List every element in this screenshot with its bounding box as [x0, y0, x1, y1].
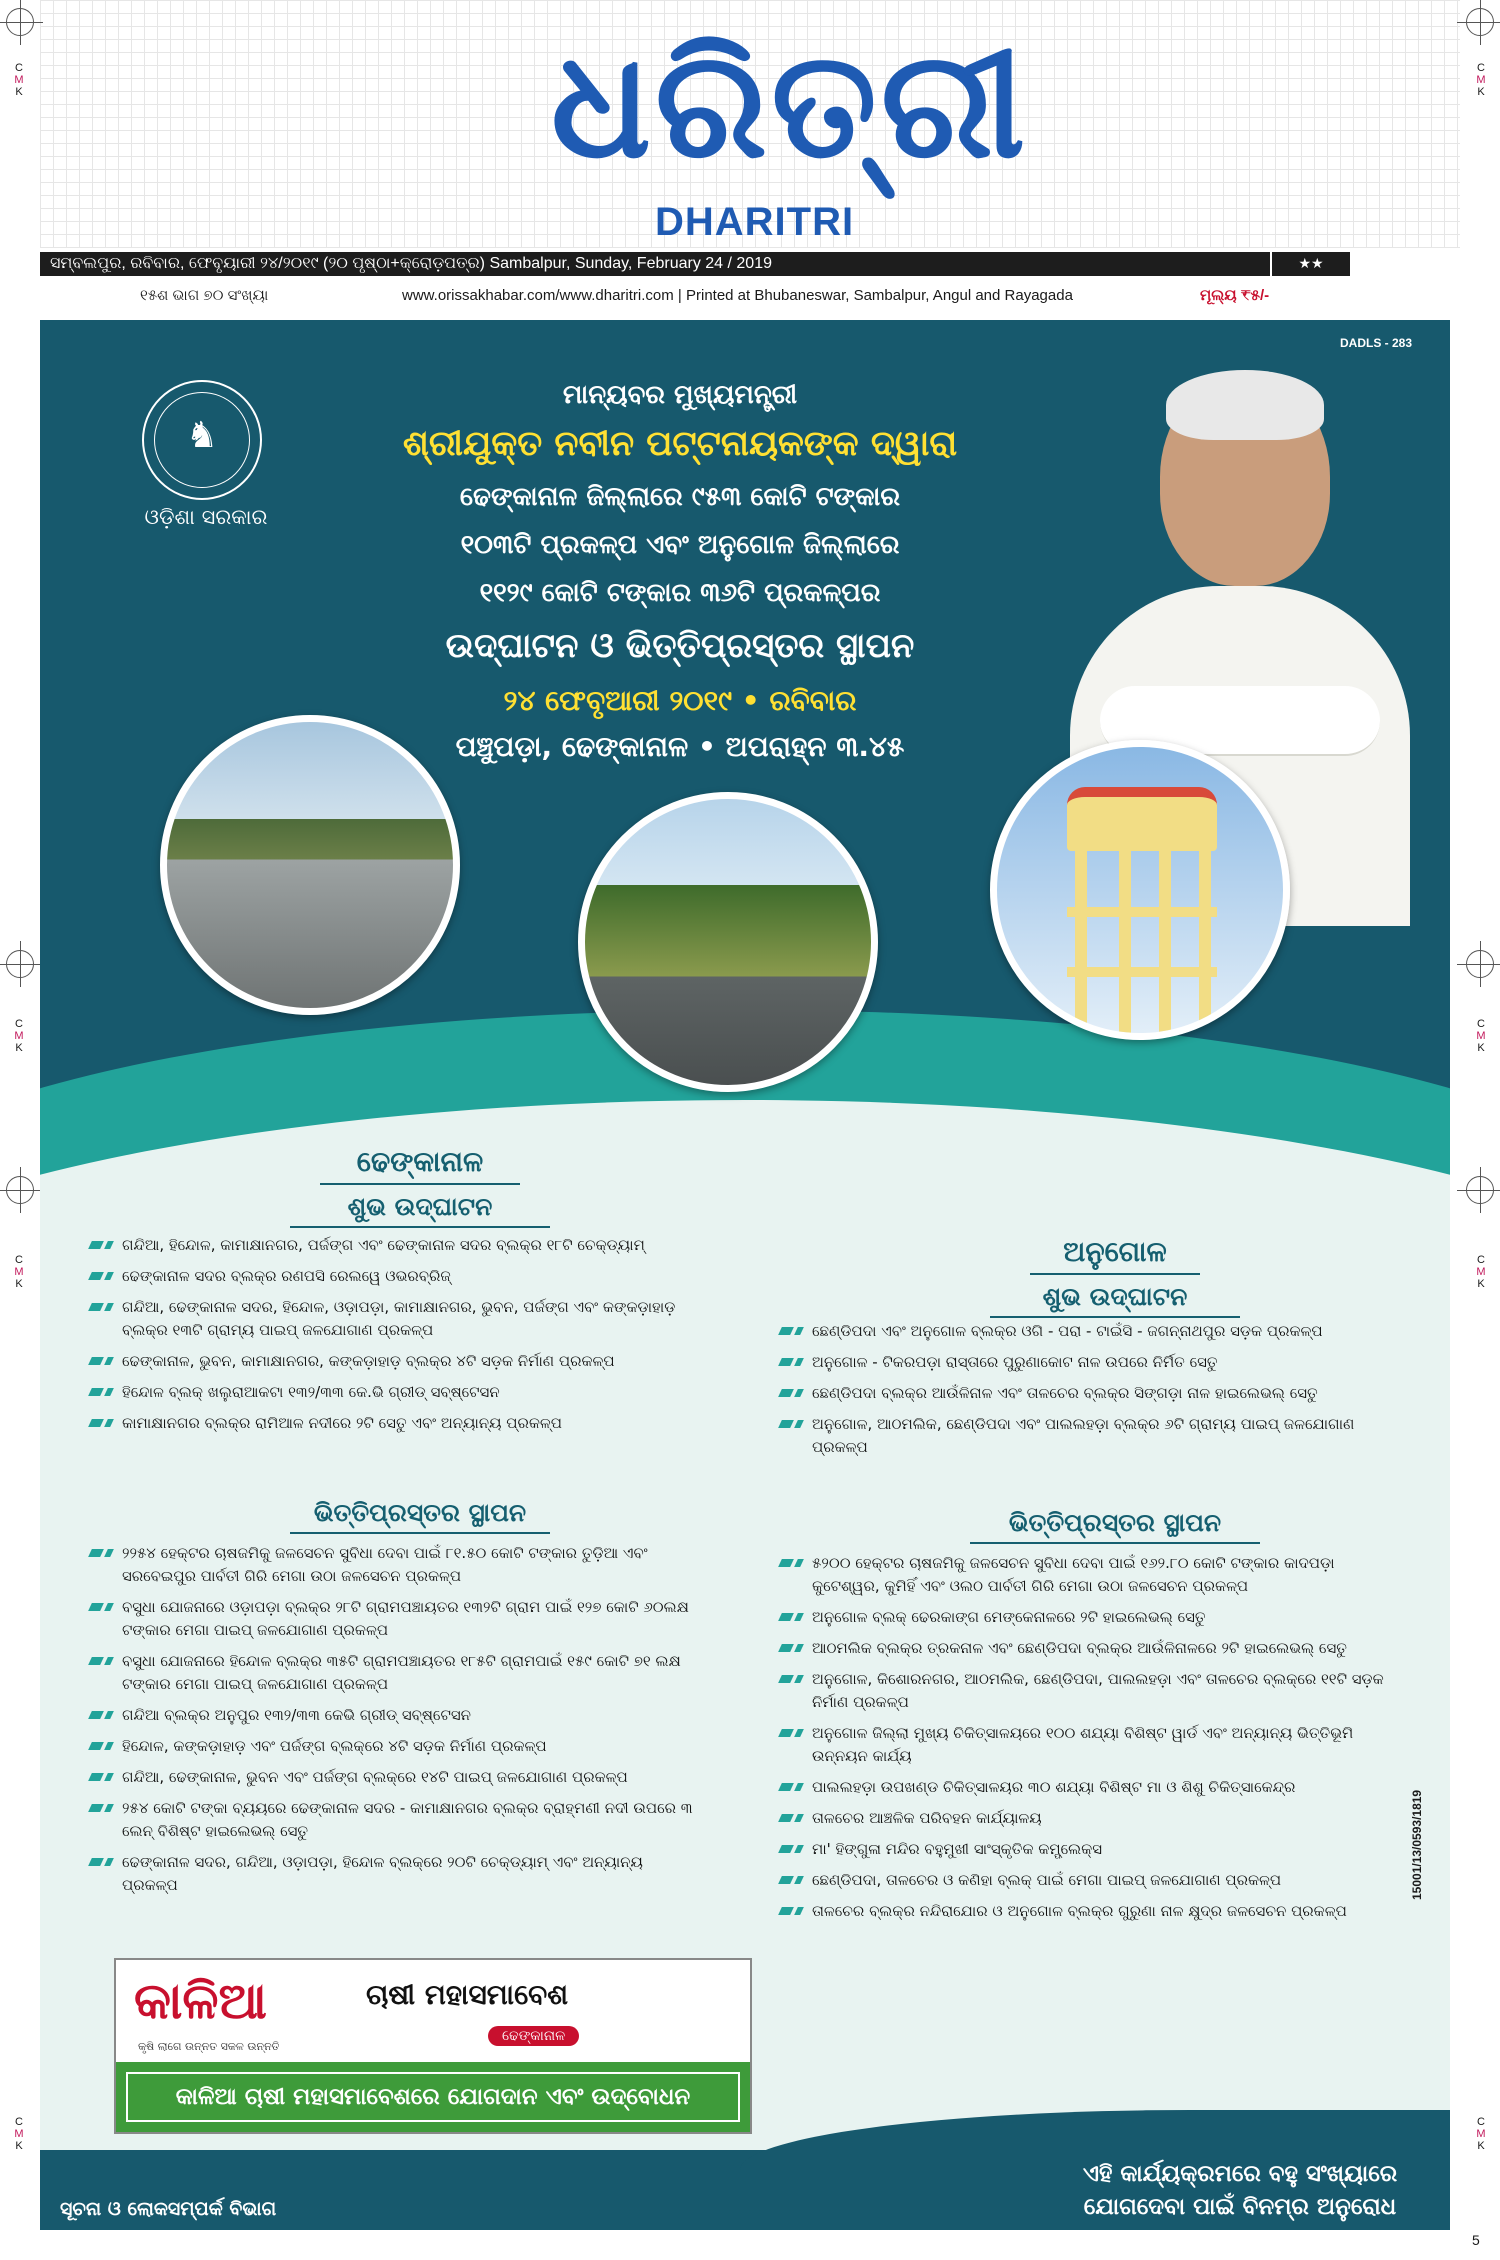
list-item: ମା' ହିଙ୍ଗୁଳା ମନ୍ଦିର ବହୁମୁଖୀ ସାଂସ୍କୃତିକ କମ୍ପ୍ଲେକ୍ସ — [778, 1838, 1398, 1861]
list-item: କାମାକ୍ଷାନଗର ବ୍ଲକ୍‌ର ରାମିଆଳ ନଦୀରେ ୨ଟି ସେତୁ ଏବଂ ଅନ୍ୟାନ୍ୟ ପ୍ରକଳ୍ପ — [88, 1412, 698, 1435]
subline — [40, 284, 1460, 308]
horse-icon: ♞ — [185, 415, 219, 456]
forest-road-photo — [578, 792, 878, 1092]
registration-mark-icon — [1466, 8, 1494, 36]
color-bar-left-low: C M K — [14, 1254, 24, 1290]
angul-title: ଅନୁଗୋଳ — [1030, 1235, 1200, 1275]
invitation-line-2: ଯୋଗଦେବା ପାଇଁ ବିନମ୍ର ଅନୁରୋଧ — [1083, 2194, 1397, 2220]
angul-foundation-title: ଭିତ୍ତିପ୍ରସ୍ତର ସ୍ଥାପନ — [970, 1508, 1260, 1544]
color-bar-left-top: C M K — [14, 62, 24, 98]
angul-inauguration-title: ଶୁଭ ଉଦ୍‌ଘାଟନ — [990, 1282, 1240, 1318]
department-name: ସୂଚନା ଓ ଲୋକସମ୍ପର୍କ ବିଭାଗ — [60, 2198, 277, 2220]
headline-line-1: ମାନ୍ୟବର ମୁଖ୍ୟମନ୍ତ୍ରୀ — [562, 380, 798, 410]
headline-line-6: ଉଦ୍‌ଘାଟନ ଓ ଭିତ୍ତିପ୍ରସ୍ତର ସ୍ଥାପନ — [445, 626, 915, 666]
logo-odia: ଧରିତ୍ରୀ — [550, 19, 1030, 191]
list-item: ହିନ୍ଦୋଳ ବ୍ଲକ୍ ଖଲୁରାଆକଟା ୧୩୨/୩୩ କେ.ଭି ଗ୍ରୀଡ୍ ସବ୍‌ଷ୍ଟେସନ — [88, 1381, 698, 1404]
event-date: ୨୪ ଫେବୃଆରୀ ୨୦୧୯ • ରବିବାର — [503, 684, 857, 717]
price: ମୂଲ୍ୟ ₹୫/- — [1200, 287, 1270, 304]
registration-mark-icon — [1466, 1176, 1494, 1204]
issue-number: ୧୫ଶ ଭାଗ ୭୦ ସଂଖ୍ୟା — [140, 287, 269, 304]
list-item: ଅନୁଗୋଳ ଜିଲ୍ଲା ମୁଖ୍ୟ ଚିକିତ୍ସାଳୟରେ ୧୦୦ ଶଯ୍ୟା ବିଶିଷ୍ଟ ୱାର୍ଡ ଏବଂ ଅନ୍ୟାନ୍ୟ ଭିତ୍ତିଭୂମି ଉନ୍ନୟନ କାର୍ଯ୍ୟ — [778, 1722, 1398, 1768]
event-venue: ପଞ୍ଚୁପଡ଼ା, ଢେଙ୍କାନାଳ • ଅପରାହ୍ନ ୩.୪୫ — [455, 730, 905, 763]
invitation-text — [1040, 2158, 1440, 2224]
registration-mark-icon — [6, 8, 34, 36]
list-item: ଢେଙ୍କାନାଳ, ଭୁବନ, କାମାକ୍ଷାନଗର, କଙ୍କଡ଼ାହାଡ଼ ବ୍ଲକ୍‌ର ୪ଟି ସଡ଼କ ନିର୍ମାଣ ପ୍ରକଳ୍ପ — [88, 1350, 698, 1373]
registration-mark-icon — [6, 1176, 34, 1204]
ad-footer — [40, 2150, 1450, 2230]
ad-code: DADLS - 283 — [1340, 336, 1413, 350]
headline-line-3: ଢେଙ୍କାନାଳ ଜିଲ୍ଲାରେ ୯୫୩ କୋଟି ଟଙ୍କାର — [459, 482, 901, 512]
kalia-banner-text: କାଳିଆ ଚାଷୀ ମହାସମାବେଶରେ ଯୋଗଦାନ ଏବଂ ଉଦ୍‌ବୋଧନ — [126, 2072, 740, 2122]
list-item: ବସୁଧା ଯୋଜନାରେ ଓଡ଼ାପଡ଼ା ବ୍ଲକ୍‌ର ୨୮ଟି ଗ୍ରାମପଞ୍ଚାୟତର ୧୩୨ଟି ଗ୍ରାମ ପାଇଁ ୧୨୭ କୋଟି ୬୦ଲକ୍ଷ ଟଙ୍କାର ମେଗା ପାଇପ୍ ଜଳଯୋଗାଣ ପ୍ରକଳ୍ପ — [88, 1596, 698, 1642]
dhenkanal-foundation-list — [88, 1542, 698, 1905]
registration-mark-icon — [6, 950, 34, 978]
color-bar-right-top: C M K — [1476, 62, 1486, 98]
color-bar-left-mid: C M K — [14, 1018, 24, 1054]
logo-english: DHARITRI — [655, 200, 855, 244]
list-item: ଗନ୍ଦିଆ ବ୍ଲକ୍‌ର ଅନୁପୁର ୧୩୨/୩୩ କେଭି ଗ୍ରୀଡ୍ ସବ୍‌ଷ୍ଟେସନ — [88, 1704, 698, 1727]
dhenkanal-foundation-title: ଭିତ୍ତିପ୍ରସ୍ତର ସ୍ଥାପନ — [290, 1498, 550, 1534]
headline-line-5: ୧୧୨୯ କୋଟି ଟଙ୍କାର ୩୬ଟି ପ୍ରକଳ୍ପର — [479, 578, 881, 608]
color-bar-right-mid: C M K — [1476, 1018, 1486, 1054]
list-item: ଆଠମଲିକ ବ୍ଲକ୍‌ର ତ୍ରକନାଳ ଏବଂ ଛେଣ୍ଡିପଦା ବ୍ଲକ୍‌ର ଆଉଁଳିନାଳରେ ୨ଟି ହାଇଲେଭଲ୍ ସେତୁ — [778, 1637, 1398, 1660]
government-name: ଓଡ଼ିଶା ସରକାର — [144, 505, 268, 529]
list-item: ପାଲଲହଡ଼ା ଉପଖଣ୍ଡ ଚିକିତ୍ସାଳୟର ୩୦ ଶଯ୍ୟା ବିଶିଷ୍ଟ ମା ଓ ଶିଶୁ ଚିକିତ୍ସାକେନ୍ଦ୍ର — [778, 1776, 1398, 1799]
ad-reference-code: 15001/13/0593/1819 — [1410, 1789, 1424, 1900]
angul-foundation-list — [778, 1552, 1398, 1931]
registration-mark-icon — [1466, 950, 1494, 978]
color-bar-right-bottom: C M K — [1476, 2116, 1486, 2152]
list-item: ତାଳଚେର ଆଞ୍ଚଳିକ ପରିବହନ କାର୍ଯ୍ୟାଳୟ — [778, 1807, 1398, 1830]
list-item: ଢେଙ୍କାନାଳ ସଦର ବ୍ଲକ୍‌ର ରଣପସି ରେଲୱେ ଓଭରବ୍ରିଜ୍ — [88, 1265, 698, 1288]
kalia-banner — [116, 2062, 750, 2132]
color-bar-left-bottom: C M K — [14, 2116, 24, 2152]
list-item: ଢେଙ୍କାନାଳ ସଦର, ଗନ୍ଦିଆ, ଓଡ଼ାପଡ଼ା, ହିନ୍ଦୋଳ ବ୍ଲକ୍‌ରେ ୨୦ଟି ଚେକ୍‌ଡ୍ୟାମ୍ ଏବଂ ଅନ୍ୟାନ୍ୟ ପ୍ରକଳ୍ପ — [88, 1851, 698, 1897]
list-item: ୨୨୫୪ ହେକ୍ଟର ଚାଷଜମିକୁ ଜଳସେଚନ ସୁବିଧା ଦେବା ପାଇଁ ୮୧.୫୦ କୋଟି ଟଙ୍କାର ତୁଡ଼ିଆ ଏବଂ ସରବେଇପୁର ପାର୍ବତୀ ଗିରି ମେଗା ଉଠା ଜଳସେଚନ ପ୍ରକଳ୍ପ — [88, 1542, 698, 1588]
dhenkanal-inauguration-list — [88, 1234, 698, 1443]
list-item: ୫୨୦୦ ହେକ୍ଟର ଚାଷଜମିକୁ ଜଳସେଚନ ସୁବିଧା ଦେବା ପାଇଁ ୧୬୨.୮୦ କୋଟି ଟଙ୍କାର କାଦପଡ଼ା କୁଟେଶ୍ୱର, କୁମିହିଁ ଏବଂ ଓଲଠ ପାର୍ବତୀ ଗିରି ମେଗା ଉଠା ଜଳସେଚନ ପ୍ରକଳ୍ପ — [778, 1552, 1398, 1598]
odisha-emblem-icon — [142, 380, 262, 500]
edition-stars: ★★ — [1270, 252, 1350, 276]
website-line: www.orissakhabar.com/www.dharitri.com | Printed at Bhubaneswar, Sambalpur, Angul and Rayagada — [402, 287, 1073, 304]
water-tower-icon — [1067, 787, 1217, 1040]
page-number: 5 — [1472, 2232, 1480, 2248]
newspaper-logo — [480, 10, 1100, 244]
dhenkanal-inauguration-title: ଶୁଭ ଉଦ୍‌ଘାଟନ — [290, 1192, 550, 1228]
angul-inauguration-list — [778, 1320, 1398, 1467]
list-item: ଛେଣ୍ଡିପଦା ବ୍ଲକ୍‌ର ଆଉଁଳିନାଳ ଏବଂ ତାଳଚେର ବ୍ଲକ୍‌ର ସିଙ୍ଗଡ଼ା ନାଳ ହାଇଲେଭଲ୍ ସେତୁ — [778, 1382, 1398, 1405]
list-item: ଅନୁଗୋଳ - ଟିକରପଡ଼ା ରାସ୍ତାରେ ପୁରୁଣାକୋଟ ନାଳ ଉପରେ ନିର୍ମିତ ସେତୁ — [778, 1351, 1398, 1374]
kalia-box — [114, 1958, 752, 2134]
invitation-line-1: ଏହି କାର୍ଯ୍ୟକ୍ରମରେ ବହୁ ସଂଖ୍ୟାରେ — [1082, 2161, 1398, 2187]
dateline: ସମ୍ବଲପୁର, ରବିବାର, ଫେବୃୟାରୀ ୨୪/୨୦୧୯ (୨୦ ପୃଷ୍ଠା+କ୍ରୋଡ଼ପତ୍ର) Sambalpur, Sunday, February 24 / 2019 — [40, 252, 1350, 276]
water-tower-photo — [990, 740, 1290, 1040]
kalia-district-badge: ଢେଙ୍କାନାଳ — [488, 2026, 579, 2046]
list-item: ବସୁଧା ଯୋଜନାରେ ହିନ୍ଦୋଳ ବ୍ଲକ୍‌ର ୩୫ଟି ଗ୍ରାମପଞ୍ଚାୟତର ୧୮୫ଟି ଗ୍ରାମପାଇଁ ୧୫୯ କୋଟି ୭୧ ଲକ୍ଷ ଟଙ୍କାର ମେଗା ପାଇପ୍ ଜଳଯୋଗାଣ ପ୍ରକଳ୍ପ — [88, 1650, 698, 1696]
list-item: ଅନୁଗୋଳ, କିଶୋରନଗର, ଆଠମଲିକ, ଛେଣ୍ଡିପଦା, ପାଲଲହଡ଼ା ଏବଂ ତାଳଚେର ବ୍ଲକ୍‌ରେ ୧୧ଟି ସଡ଼କ ନିର୍ମାଣ ପ୍ରକଳ୍ପ — [778, 1668, 1398, 1714]
bridge-photo — [160, 715, 460, 1015]
list-item: ୨୫୪ କୋଟି ଟଙ୍କା ବ୍ୟୟରେ ଢେଙ୍କାନାଳ ସଦର - କାମାକ୍ଷାନଗର ବ୍ଲକ୍‌ର ବ୍ରାହ୍ମଣୀ ନଦୀ ଉପରେ ୩ ଲେନ୍ ବିଶିଷ୍ଟ ହାଇଲେଭଲ୍ ସେତୁ — [88, 1797, 698, 1843]
kalia-title: ଚାଷୀ ମହାସମାବେଶ — [366, 1978, 569, 2011]
kalia-logo: କାଳିଆ — [134, 1972, 267, 2030]
list-item: ଛେଣ୍ଡିପଦା, ତାଳଚେର ଓ କଣିହା ବ୍ଲକ୍ ପାଇଁ ମେଗା ପାଇପ୍ ଜଳଯୋଗାଣ ପ୍ରକଳ୍ପ — [778, 1869, 1398, 1892]
dhenkanal-title: ଢେଙ୍କାନାଳ — [320, 1145, 520, 1185]
kalia-tagline: କୃଷି ଲାଗେ ଉନ୍ନତ ସକଳ ଉନ୍ନତି — [138, 2040, 280, 2053]
list-item: ଗନ୍ଦିଆ, ଢେଙ୍କାନାଳ, ଭୁବନ ଏବଂ ପର୍ଜଙ୍ଗ ବ୍ଲକ୍‌ରେ ୧୪ଟି ପାଇପ୍ ଜଳଯୋଗାଣ ପ୍ରକଳ୍ପ — [88, 1766, 698, 1789]
list-item: ତାଳଚେର ବ୍ଲକ୍‌ର ନନ୍ଦିରାଯୋର ଓ ଅନୁଗୋଳ ବ୍ଲକ୍‌ର ଗୁରୁଣା ନାଳ କ୍ଷୁଦ୍ର ଜଳସେଚନ ପ୍ରକଳ୍ପ — [778, 1900, 1398, 1923]
masthead — [40, 0, 1460, 248]
color-bar-right-low: C M K — [1476, 1254, 1486, 1290]
list-item: ଛେଣ୍ଡିପଦା ଏବଂ ଅନୁଗୋଳ ବ୍ଲକ୍‌ର ଓଗି - ପରା - ଟାଇଁସି - ଜଗନ୍ନାଥପୁର ସଡ଼କ ପ୍ରକଳ୍ପ — [778, 1320, 1398, 1343]
list-item: ଗନ୍ଦିଆ, ହିନ୍ଦୋଳ, କାମାକ୍ଷାନଗର, ପର୍ଜଙ୍ଗ ଏବଂ ଢେଙ୍କାନାଳ ସଦର ବ୍ଲକ୍‌ର ୧୮ଟି ଚେକ୍‌ଡ୍ୟାମ୍ — [88, 1234, 698, 1257]
list-item: ଅନୁଗୋଳ ବ୍ଲକ୍ ଢେରକାଙ୍ଗ ମେଙ୍କେନାଳରେ ୨ଟି ହାଇଲେଭଲ୍ ସେତୁ — [778, 1606, 1398, 1629]
list-item: ଅନୁଗୋଳ, ଆଠମଲିକ, ଛେଣ୍ଡିପଦା ଏବଂ ପାଲଲହଡ଼ା ବ୍ଲକ୍‌ର ୬ଟି ଗ୍ରାମ୍ୟ ପାଇପ୍ ଜଳଯୋଗାଣ ପ୍ରକଳ୍ପ — [778, 1413, 1398, 1459]
headline-line-2: ଶ୍ରୀଯୁକ୍ତ ନବୀନ ପଟ୍ଟନାୟକଙ୍କ ଦ୍ୱାରା — [402, 424, 958, 464]
list-item: ହିନ୍ଦୋଳ, କଙ୍କଡ଼ାହାଡ଼ ଏବଂ ପର୍ଜଙ୍ଗ ବ୍ଲକ୍‌ରେ ୪ଟି ସଡ଼କ ନିର୍ମାଣ ପ୍ରକଳ୍ପ — [88, 1735, 698, 1758]
headline-line-4: ୧୦୩ଟି ପ୍ରକଳ୍ପ ଏବଂ ଅନୁଗୋଳ ଜିଲ୍ଲାରେ — [460, 530, 900, 560]
government-advertisement — [40, 320, 1450, 2230]
list-item: ଗନ୍ଦିଆ, ଢେଙ୍କାନାଳ ସଦର, ହିନ୍ଦୋଳ, ଓଡ଼ାପଡ଼ା, କାମାକ୍ଷାନଗର, ଭୁବନ, ପର୍ଜଙ୍ଗ ଏବଂ କଙ୍କଡ଼ାହାଡ଼ ବ୍ଲକ୍‌ର ୧୩ଟି ଗ୍ରାମ୍ୟ ପାଇପ୍ ଜଳଯୋଗାଣ ପ୍ରକଳ୍ପ — [88, 1296, 698, 1342]
